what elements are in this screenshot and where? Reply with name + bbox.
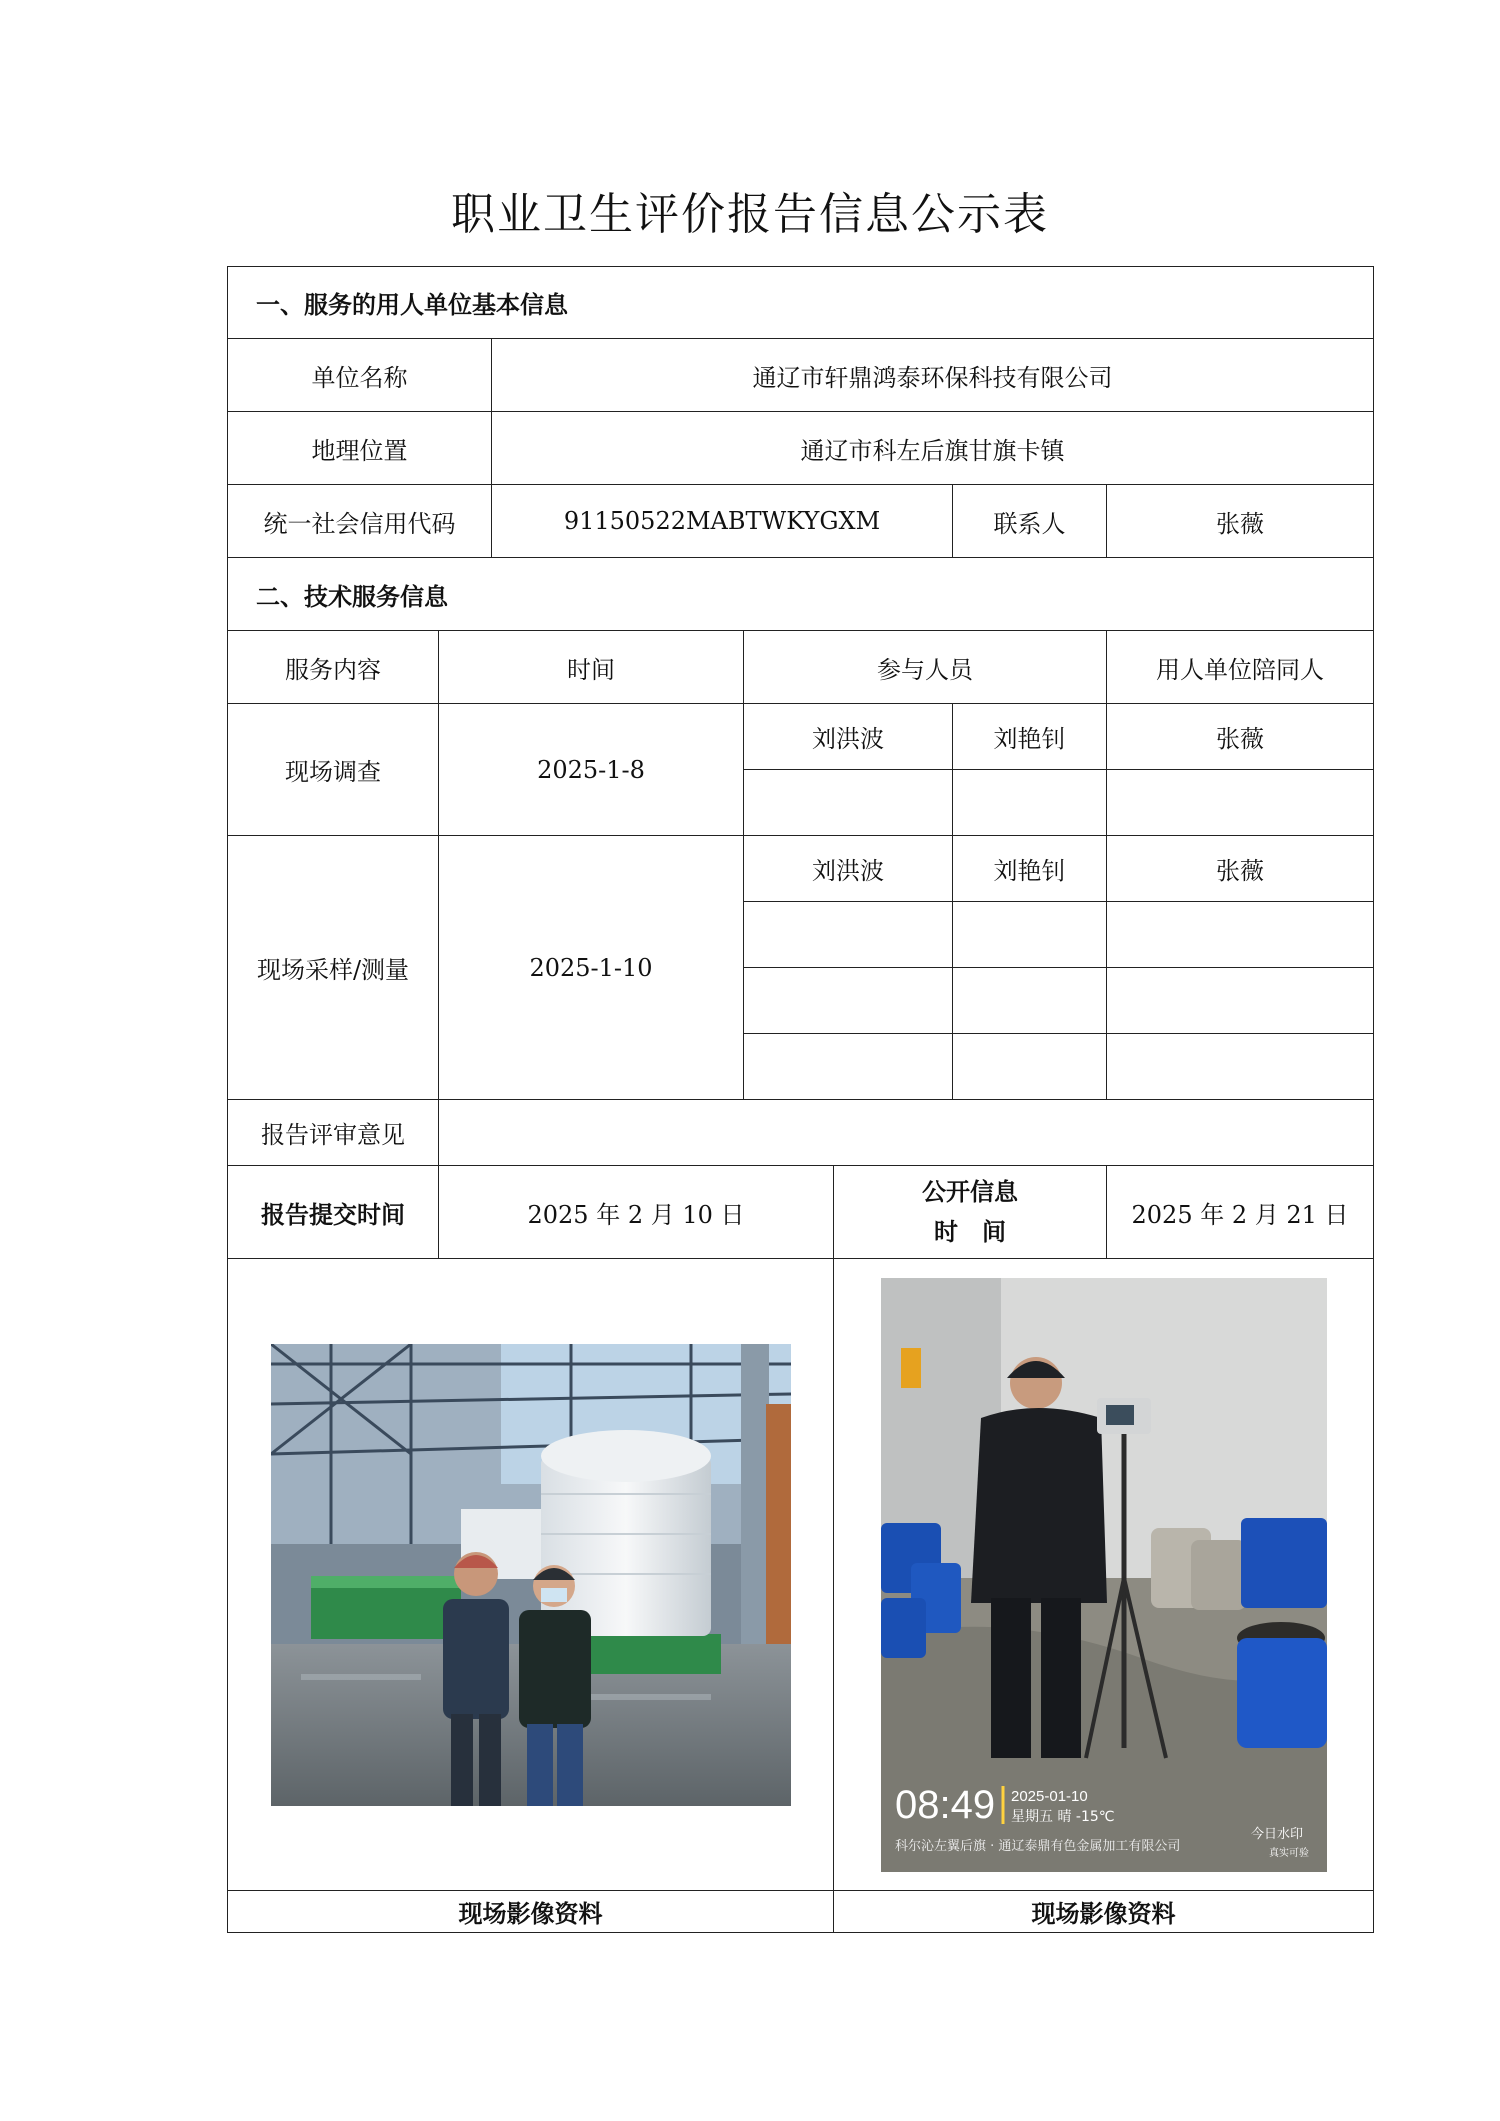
submit-time-value: 2025 年 2 月 10 日 (439, 1166, 834, 1259)
sampling-photo (881, 1278, 1327, 1872)
submit-time-label: 报告提交时间 (228, 1166, 439, 1259)
watermark-date: 2025-01-10 (1010, 1787, 1088, 1805)
page-title: 职业卫生评价报告信息公示表 (451, 189, 1049, 240)
empty-cell (1107, 968, 1374, 1034)
survey-label: 现场调查 (228, 704, 439, 836)
empty-cell (953, 1034, 1107, 1100)
empty-cell (953, 770, 1107, 836)
section-heading-tech-service: 二、技术服务信息 (228, 558, 1374, 631)
unit-name-label: 单位名称 (228, 339, 492, 412)
publish-time-label-line2: 时 间 (934, 1217, 1006, 1246)
header-service-content: 服务内容 (228, 631, 439, 704)
empty-cell (744, 770, 953, 836)
header-participants: 参与人员 (744, 631, 1107, 704)
empty-cell (744, 902, 953, 968)
publish-time-value: 2025 年 2 月 21 日 (1107, 1166, 1374, 1259)
sampling-companion: 张薇 (1107, 836, 1374, 902)
watermark-weekday: 星期五 晴 -15℃ (1010, 1808, 1115, 1825)
watermark-time: 08:49 (894, 1782, 995, 1827)
review-value (439, 1100, 1374, 1166)
credit-code-label: 统一社会信用代码 (228, 485, 492, 558)
left-photo-caption: 现场影像资料 (228, 1891, 834, 1933)
survey-companion: 张薇 (1107, 704, 1374, 770)
sampling-person-1: 刘洪波 (744, 836, 953, 902)
factory-photo (271, 1344, 791, 1806)
info-table (227, 266, 1374, 1933)
watermark-location: 科尔沁左翼后旗 · 通辽泰鼎有色金属加工有限公司 (894, 1838, 1180, 1854)
unit-name-value: 通辽市轩鼎鸿泰环保科技有限公司 (492, 339, 1374, 412)
location-label: 地理位置 (228, 412, 492, 485)
location-value: 通辽市科左后旗甘旗卡镇 (492, 412, 1374, 485)
watermark-verified: 真实可验 (1268, 1847, 1309, 1859)
left-photo-cell (228, 1259, 834, 1891)
section-heading-basic-info: 一、服务的用人单位基本信息 (228, 267, 1374, 339)
publish-time-label-line1: 公开信息 (922, 1177, 1018, 1206)
empty-cell (744, 968, 953, 1034)
sampling-label: 现场采样/测量 (228, 836, 439, 1100)
review-label: 报告评审意见 (228, 1100, 439, 1166)
header-companion: 用人单位陪同人 (1107, 631, 1374, 704)
publish-time-label (834, 1166, 1107, 1259)
right-photo-caption: 现场影像资料 (834, 1891, 1374, 1933)
watermark-brand: 今日水印 (1250, 1826, 1303, 1842)
contact-value: 张薇 (1107, 485, 1374, 558)
empty-cell (744, 1034, 953, 1100)
empty-cell (953, 968, 1107, 1034)
survey-person-2: 刘艳钊 (953, 704, 1107, 770)
sampling-date: 2025-1-10 (439, 836, 744, 1100)
empty-cell (1107, 902, 1374, 968)
contact-label: 联系人 (953, 485, 1107, 558)
empty-cell (953, 902, 1107, 968)
credit-code-value: 91150522MABTWKYGXM (492, 485, 953, 558)
sampling-person-2: 刘艳钊 (953, 836, 1107, 902)
survey-date: 2025-1-8 (439, 704, 744, 836)
survey-person-1: 刘洪波 (744, 704, 953, 770)
empty-cell (1107, 770, 1374, 836)
right-photo-cell (834, 1259, 1374, 1891)
header-time: 时间 (439, 631, 744, 704)
empty-cell (1107, 1034, 1374, 1100)
